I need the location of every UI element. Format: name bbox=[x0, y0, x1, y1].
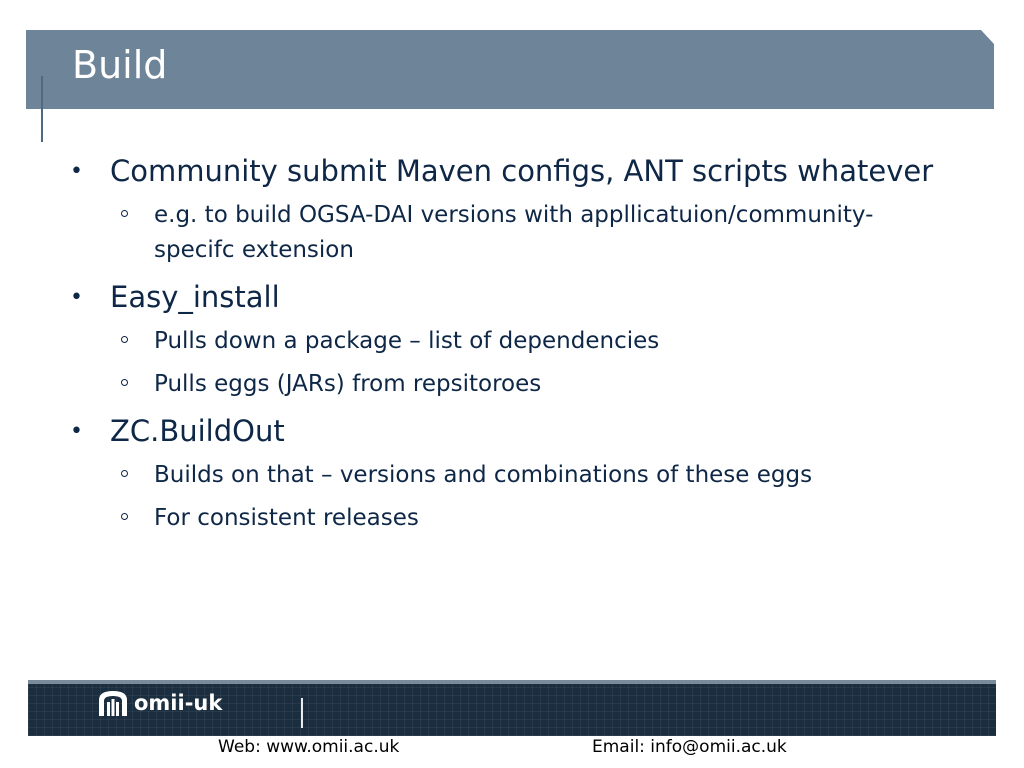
bullet-item bbox=[70, 276, 950, 319]
title-divider-line bbox=[41, 76, 43, 142]
sub-bullet-item bbox=[70, 198, 950, 268]
sub-bullet-ring-icon bbox=[121, 379, 128, 386]
sub-bullet-text: Pulls eggs (JARs) from repsitoroes bbox=[154, 371, 542, 397]
bullet-dot-icon: • bbox=[70, 419, 83, 444]
sub-bullet-item bbox=[70, 367, 950, 402]
sub-bullet-text: Pulls down a package – list of dependencies bbox=[154, 328, 660, 354]
bullet-text: ZC.BuildOut bbox=[110, 414, 285, 448]
sub-bullet-ring-icon bbox=[121, 210, 128, 217]
sub-bullet-ring-icon bbox=[121, 513, 128, 520]
omii-logo bbox=[96, 686, 222, 720]
sub-bullet-item bbox=[70, 458, 950, 493]
bullet-dot-icon: • bbox=[70, 285, 83, 310]
bullet-item bbox=[70, 150, 950, 193]
bullet-text: Community submit Maven configs, ANT scripts whatever bbox=[110, 154, 934, 188]
sub-bullet-ring-icon bbox=[121, 336, 128, 343]
sub-bullet-text: Builds on that – versions and combinations of these eggs bbox=[154, 462, 813, 488]
bullet-dot-icon: • bbox=[70, 159, 83, 184]
slide-title: Build bbox=[72, 43, 168, 87]
logo-text: omii-uk bbox=[134, 691, 223, 715]
footer-web: Web: www.omii.ac.uk bbox=[218, 737, 400, 757]
footer-email: Email: info@omii.ac.uk bbox=[592, 737, 787, 757]
bullet-text: Easy_install bbox=[110, 280, 280, 314]
footer-divider-line bbox=[301, 698, 303, 728]
sub-bullet-text: e.g. to build OGSA-DAI versions with appllicatuion/community-specifc extension bbox=[154, 202, 874, 263]
title-bar bbox=[26, 30, 994, 109]
sub-bullet-ring-icon bbox=[121, 470, 128, 477]
sub-bullet-text: For consistent releases bbox=[154, 505, 419, 531]
sub-bullet-item bbox=[70, 324, 950, 359]
omii-logo-icon bbox=[96, 686, 130, 720]
slide-content bbox=[70, 150, 950, 544]
bullet-item bbox=[70, 410, 950, 453]
sub-bullet-item bbox=[70, 501, 950, 536]
